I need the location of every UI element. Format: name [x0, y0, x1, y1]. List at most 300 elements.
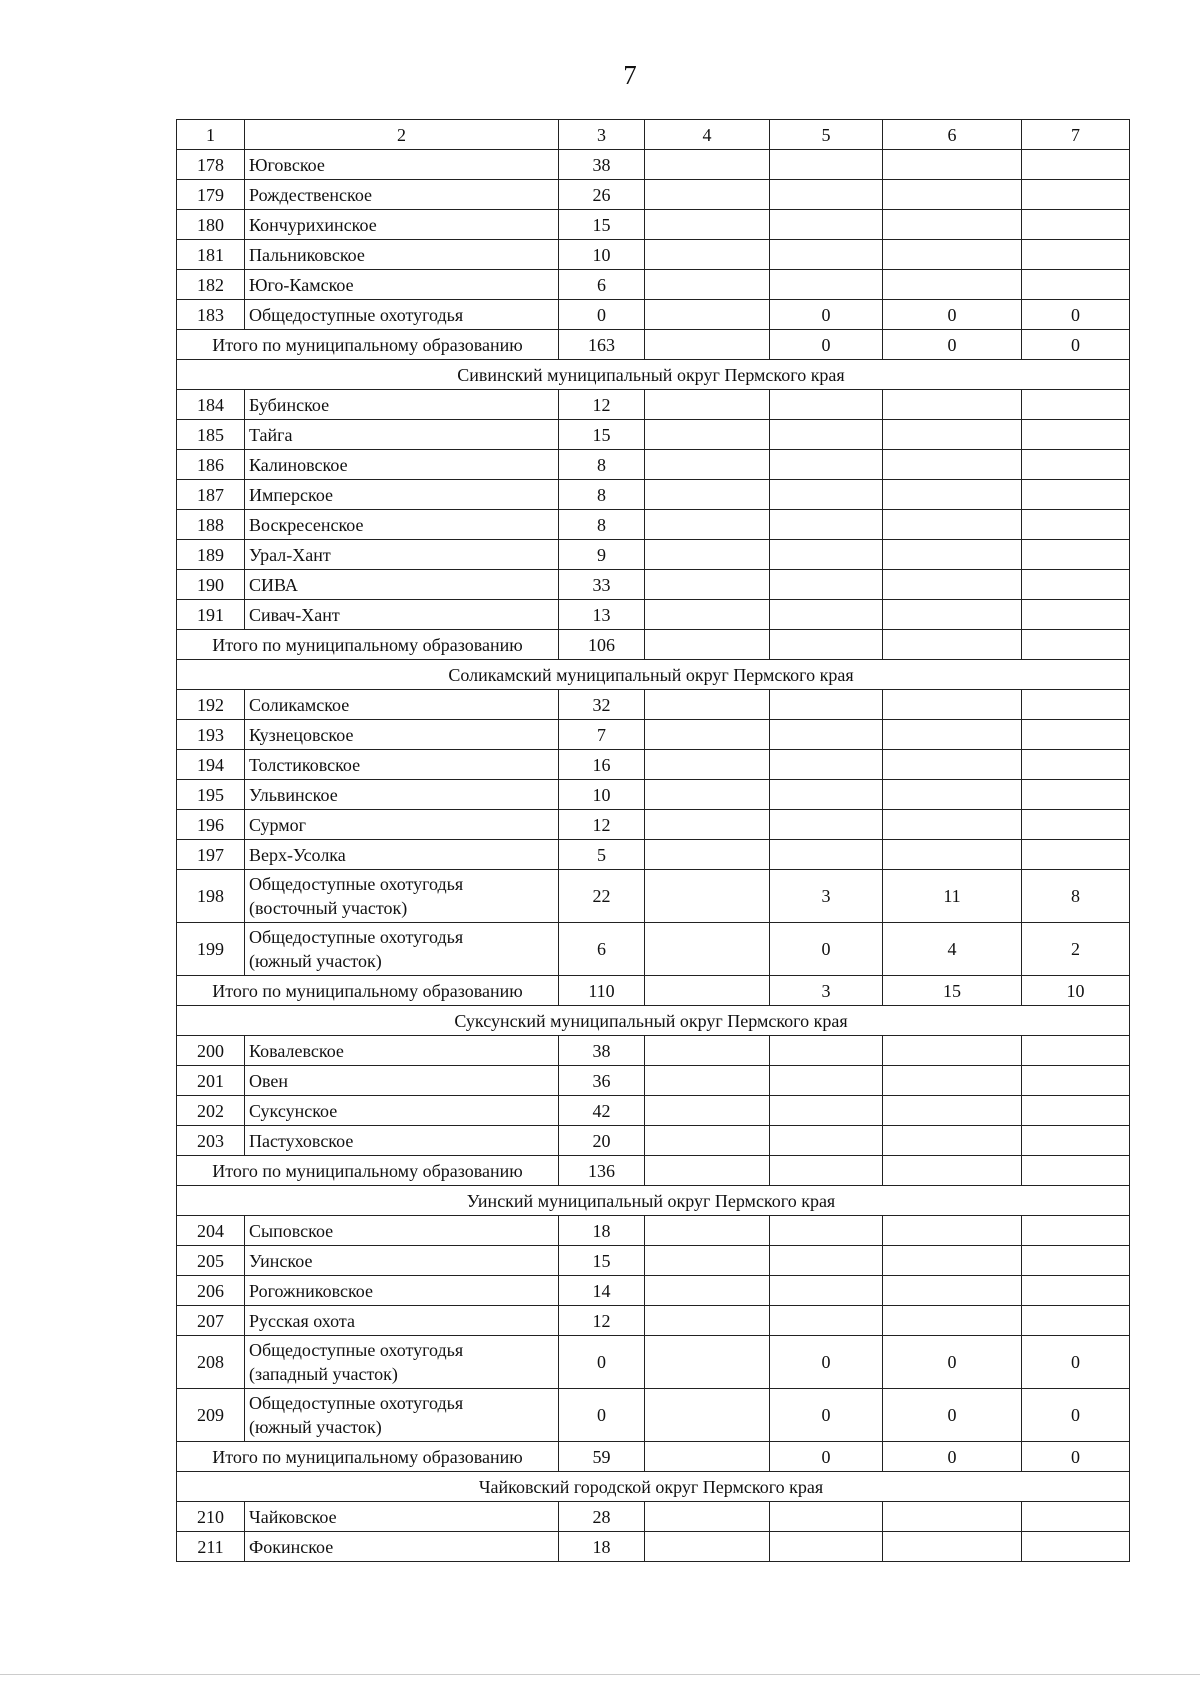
table-row — [177, 810, 1130, 840]
row-value: 12 — [559, 390, 645, 420]
row-name-line-2: (южный участок) — [249, 951, 382, 971]
row-name-line: Соликамское — [249, 694, 350, 715]
total-value: 10 — [1022, 976, 1130, 1006]
row-number: 210 — [177, 1502, 245, 1532]
row-value: 0 — [559, 1389, 645, 1442]
scan-edge-line — [0, 1674, 1200, 1675]
row-value — [645, 300, 770, 330]
total-value — [645, 976, 770, 1006]
table-row — [177, 1532, 1130, 1562]
row-number: 198 — [177, 870, 245, 923]
row-value — [770, 540, 883, 570]
row-name-line: Верх-Усолка — [249, 844, 346, 865]
row-value — [883, 420, 1022, 450]
row-value — [1022, 1246, 1130, 1276]
total-value: 3 — [770, 976, 883, 1006]
row-name — [245, 1096, 559, 1126]
total-label: Итого по муниципальному образованию — [177, 1442, 559, 1472]
column-header: 5 — [770, 120, 883, 150]
section-header-row — [177, 1186, 1130, 1216]
row-value — [1022, 1276, 1130, 1306]
row-value — [1022, 1502, 1130, 1532]
row-value — [770, 840, 883, 870]
row-value — [645, 450, 770, 480]
table-row — [177, 420, 1130, 450]
table-row — [177, 1066, 1130, 1096]
row-value: 0 — [770, 300, 883, 330]
row-name — [245, 923, 559, 976]
row-value: 3 — [770, 870, 883, 923]
row-name — [245, 1336, 559, 1389]
row-value — [883, 1276, 1022, 1306]
row-name — [245, 510, 559, 540]
row-value — [1022, 1036, 1130, 1066]
row-name — [245, 1389, 559, 1442]
row-name-line: Рогожниковское — [249, 1280, 374, 1301]
total-row — [177, 630, 1130, 660]
row-value: 5 — [559, 840, 645, 870]
row-name — [245, 1502, 559, 1532]
section-title: Суксунский муниципальный округ Пермского края — [177, 1006, 1130, 1036]
row-value: 12 — [559, 810, 645, 840]
row-value — [645, 600, 770, 630]
table-row — [177, 870, 1130, 923]
row-value — [883, 1096, 1022, 1126]
row-value — [1022, 690, 1130, 720]
row-value — [645, 420, 770, 450]
row-value — [1022, 1306, 1130, 1336]
table-row — [177, 300, 1130, 330]
row-value — [883, 390, 1022, 420]
row-name — [245, 870, 559, 923]
row-value — [645, 923, 770, 976]
table-row — [177, 240, 1130, 270]
row-number: 211 — [177, 1532, 245, 1562]
row-value: 16 — [559, 750, 645, 780]
row-value — [1022, 600, 1130, 630]
row-value — [645, 870, 770, 923]
row-value: 0 — [1022, 300, 1130, 330]
table-header-row — [177, 120, 1130, 150]
row-value: 0 — [770, 1336, 883, 1389]
row-name-line: Фокинское — [249, 1536, 334, 1557]
row-value — [770, 390, 883, 420]
row-value — [883, 690, 1022, 720]
row-value: 18 — [559, 1532, 645, 1562]
row-value — [645, 480, 770, 510]
row-value: 32 — [559, 690, 645, 720]
row-value: 0 — [883, 1389, 1022, 1442]
row-number: 186 — [177, 450, 245, 480]
row-value — [1022, 1096, 1130, 1126]
row-value — [1022, 540, 1130, 570]
total-value: 163 — [559, 330, 645, 360]
row-value: 0 — [883, 1336, 1022, 1389]
row-value — [645, 1216, 770, 1246]
row-number: 191 — [177, 600, 245, 630]
table-row — [177, 1502, 1130, 1532]
row-value — [883, 1502, 1022, 1532]
row-name-line: Общедоступные охотугодья — [249, 1340, 464, 1360]
row-name-line: Общедоступные охотугодья — [249, 304, 464, 325]
row-value — [645, 1276, 770, 1306]
row-name-line: Овен — [249, 1070, 289, 1091]
section-header-row — [177, 660, 1130, 690]
row-name-line: Имперское — [249, 484, 334, 505]
row-name-line: Калиновское — [249, 454, 348, 475]
section-title: Уинский муниципальный округ Пермского края — [177, 1186, 1130, 1216]
table-row — [177, 690, 1130, 720]
row-name — [245, 390, 559, 420]
row-number: 190 — [177, 570, 245, 600]
row-name-line: Общедоступные охотугодья — [249, 1393, 464, 1413]
row-value: 42 — [559, 1096, 645, 1126]
row-value — [883, 180, 1022, 210]
total-value: 136 — [559, 1156, 645, 1186]
row-value — [770, 150, 883, 180]
row-value: 13 — [559, 600, 645, 630]
row-number: 192 — [177, 690, 245, 720]
row-value — [645, 720, 770, 750]
row-value — [645, 690, 770, 720]
row-value: 18 — [559, 1216, 645, 1246]
total-value: 106 — [559, 630, 645, 660]
row-value — [770, 1502, 883, 1532]
total-value — [645, 330, 770, 360]
row-value: 0 — [1022, 1389, 1130, 1442]
row-name-line-2: (западный участок) — [249, 1364, 398, 1384]
row-value — [770, 240, 883, 270]
table-row — [177, 510, 1130, 540]
row-value — [883, 600, 1022, 630]
total-label: Итого по муниципальному образованию — [177, 1156, 559, 1186]
row-value — [770, 1306, 883, 1336]
row-value — [1022, 270, 1130, 300]
row-value: 0 — [1022, 1336, 1130, 1389]
row-name — [245, 240, 559, 270]
row-name-line: Сурмог — [249, 814, 307, 835]
row-value: 8 — [559, 480, 645, 510]
row-value: 38 — [559, 1036, 645, 1066]
total-row — [177, 976, 1130, 1006]
row-number: 193 — [177, 720, 245, 750]
row-name — [245, 1216, 559, 1246]
table-row — [177, 923, 1130, 976]
row-name-line: Юго-Камское — [249, 274, 354, 295]
row-value — [645, 150, 770, 180]
row-value: 4 — [883, 923, 1022, 976]
table-row — [177, 390, 1130, 420]
row-name-line: Толстиковское — [249, 754, 361, 775]
row-value — [883, 210, 1022, 240]
row-name-line: Бубинское — [249, 394, 330, 415]
row-number: 183 — [177, 300, 245, 330]
row-value: 0 — [883, 300, 1022, 330]
table-row — [177, 600, 1130, 630]
row-number: 199 — [177, 923, 245, 976]
row-value: 10 — [559, 780, 645, 810]
row-name-line: Пастуховское — [249, 1130, 354, 1151]
total-value — [770, 1156, 883, 1186]
row-value — [1022, 210, 1130, 240]
total-value — [770, 630, 883, 660]
row-value: 14 — [559, 1276, 645, 1306]
row-value: 0 — [770, 1389, 883, 1442]
column-header: 6 — [883, 120, 1022, 150]
table-row — [177, 1246, 1130, 1276]
row-name — [245, 570, 559, 600]
row-name-line-2: (южный участок) — [249, 1417, 382, 1437]
row-value — [770, 1246, 883, 1276]
row-name — [245, 780, 559, 810]
row-value — [645, 510, 770, 540]
row-value — [645, 240, 770, 270]
total-row — [177, 1156, 1130, 1186]
row-value — [770, 810, 883, 840]
row-name-line: Рождественское — [249, 184, 373, 205]
row-value — [645, 540, 770, 570]
row-value: 0 — [559, 300, 645, 330]
row-value — [770, 690, 883, 720]
row-value — [883, 150, 1022, 180]
row-value: 15 — [559, 210, 645, 240]
row-name — [245, 270, 559, 300]
row-value — [770, 750, 883, 780]
column-header: 7 — [1022, 120, 1130, 150]
total-value — [1022, 630, 1130, 660]
row-value — [1022, 1126, 1130, 1156]
section-header-row — [177, 1006, 1130, 1036]
row-value — [770, 1096, 883, 1126]
row-value: 6 — [559, 270, 645, 300]
row-number: 204 — [177, 1216, 245, 1246]
row-name-line: Чайковское — [249, 1506, 337, 1527]
row-value: 20 — [559, 1126, 645, 1156]
section-title: Чайковский городской округ Пермского края — [177, 1472, 1130, 1502]
row-value — [770, 450, 883, 480]
column-header: 4 — [645, 120, 770, 150]
row-value — [883, 1126, 1022, 1156]
table-row — [177, 540, 1130, 570]
row-value — [883, 270, 1022, 300]
row-value — [883, 480, 1022, 510]
row-value: 12 — [559, 1306, 645, 1336]
row-name — [245, 420, 559, 450]
row-value — [645, 1389, 770, 1442]
row-value — [770, 780, 883, 810]
row-value — [1022, 810, 1130, 840]
row-name — [245, 180, 559, 210]
row-value — [645, 750, 770, 780]
row-name — [245, 600, 559, 630]
row-value: 7 — [559, 720, 645, 750]
row-value — [1022, 1066, 1130, 1096]
row-value — [645, 1336, 770, 1389]
row-number: 202 — [177, 1096, 245, 1126]
row-value — [883, 240, 1022, 270]
table-row — [177, 150, 1130, 180]
row-value — [770, 1066, 883, 1096]
row-number: 207 — [177, 1306, 245, 1336]
row-name-line: Кончурихинское — [249, 214, 377, 235]
row-value — [1022, 1216, 1130, 1246]
row-name-line: Русская охота — [249, 1310, 355, 1331]
table-row — [177, 840, 1130, 870]
section-header-row — [177, 1472, 1130, 1502]
row-name-line: Сивач-Хант — [249, 604, 340, 625]
row-value — [1022, 480, 1130, 510]
row-value: 8 — [559, 510, 645, 540]
row-value — [770, 180, 883, 210]
row-name-line: Ковалевское — [249, 1040, 344, 1061]
total-value: 0 — [1022, 1442, 1130, 1472]
row-number: 179 — [177, 180, 245, 210]
row-value — [645, 570, 770, 600]
row-value: 9 — [559, 540, 645, 570]
table-row — [177, 210, 1130, 240]
row-value — [770, 1126, 883, 1156]
row-value — [1022, 750, 1130, 780]
row-value — [883, 1036, 1022, 1066]
total-value — [883, 630, 1022, 660]
row-value — [1022, 240, 1130, 270]
row-value — [883, 1246, 1022, 1276]
total-value — [645, 630, 770, 660]
row-value — [645, 810, 770, 840]
row-number: 185 — [177, 420, 245, 450]
row-value — [770, 1532, 883, 1562]
row-value — [1022, 780, 1130, 810]
row-name — [245, 750, 559, 780]
row-value — [883, 810, 1022, 840]
row-name — [245, 450, 559, 480]
row-value — [1022, 390, 1130, 420]
row-number: 203 — [177, 1126, 245, 1156]
total-value — [645, 1442, 770, 1472]
row-number: 208 — [177, 1336, 245, 1389]
row-name — [245, 1126, 559, 1156]
row-name — [245, 480, 559, 510]
row-value — [770, 420, 883, 450]
row-number: 206 — [177, 1276, 245, 1306]
row-number: 200 — [177, 1036, 245, 1066]
row-number: 196 — [177, 810, 245, 840]
row-name-line: Сыповское — [249, 1220, 334, 1241]
table-row — [177, 1276, 1130, 1306]
row-value: 26 — [559, 180, 645, 210]
total-value: 0 — [770, 330, 883, 360]
row-value — [770, 270, 883, 300]
row-value — [1022, 180, 1130, 210]
row-value — [883, 510, 1022, 540]
row-name — [245, 720, 559, 750]
table-row — [177, 1336, 1130, 1389]
row-name — [245, 1306, 559, 1336]
row-value — [645, 180, 770, 210]
row-name-line: Общедоступные охотугодья — [249, 927, 464, 947]
row-value — [645, 210, 770, 240]
table-row — [177, 180, 1130, 210]
row-name-line: Юговское — [249, 154, 325, 175]
total-value: 0 — [1022, 330, 1130, 360]
row-name-line: Суксунское — [249, 1100, 338, 1121]
row-value — [770, 600, 883, 630]
table-body — [177, 120, 1130, 1562]
row-value — [883, 1216, 1022, 1246]
row-name — [245, 1532, 559, 1562]
table-row — [177, 1389, 1130, 1442]
total-row — [177, 1442, 1130, 1472]
row-number: 195 — [177, 780, 245, 810]
row-value: 0 — [770, 923, 883, 976]
row-value — [645, 1502, 770, 1532]
row-value — [645, 840, 770, 870]
total-row — [177, 330, 1130, 360]
row-value — [883, 1306, 1022, 1336]
row-value — [883, 750, 1022, 780]
row-name — [245, 1066, 559, 1096]
row-value — [883, 840, 1022, 870]
row-number: 194 — [177, 750, 245, 780]
row-value — [883, 570, 1022, 600]
row-name — [245, 690, 559, 720]
row-value — [770, 1036, 883, 1066]
row-value — [1022, 150, 1130, 180]
page-number: 7 — [623, 60, 637, 90]
row-name — [245, 1246, 559, 1276]
row-number: 184 — [177, 390, 245, 420]
row-value — [770, 1216, 883, 1246]
row-value: 8 — [1022, 870, 1130, 923]
row-name — [245, 1276, 559, 1306]
table-row — [177, 1096, 1130, 1126]
row-value — [645, 270, 770, 300]
row-number: 197 — [177, 840, 245, 870]
row-value: 11 — [883, 870, 1022, 923]
table-row — [177, 450, 1130, 480]
row-value — [1022, 840, 1130, 870]
row-value: 8 — [559, 450, 645, 480]
row-value — [645, 1246, 770, 1276]
row-value — [770, 720, 883, 750]
row-number: 188 — [177, 510, 245, 540]
row-value: 28 — [559, 1502, 645, 1532]
row-name — [245, 540, 559, 570]
row-value: 0 — [559, 1336, 645, 1389]
table-row — [177, 480, 1130, 510]
row-value — [883, 780, 1022, 810]
row-value — [883, 720, 1022, 750]
total-value: 0 — [770, 1442, 883, 1472]
total-label: Итого по муниципальному образованию — [177, 976, 559, 1006]
row-number: 205 — [177, 1246, 245, 1276]
row-value: 15 — [559, 1246, 645, 1276]
column-header: 1 — [177, 120, 245, 150]
row-number: 209 — [177, 1389, 245, 1442]
column-header: 3 — [559, 120, 645, 150]
table-row — [177, 1216, 1130, 1246]
row-name — [245, 300, 559, 330]
table-row — [177, 780, 1130, 810]
row-value — [645, 780, 770, 810]
row-name-line: Пальниковское — [249, 244, 365, 265]
row-value — [883, 1066, 1022, 1096]
table-row — [177, 720, 1130, 750]
row-name — [245, 840, 559, 870]
row-value — [770, 570, 883, 600]
table-row — [177, 1126, 1130, 1156]
row-value — [645, 1066, 770, 1096]
